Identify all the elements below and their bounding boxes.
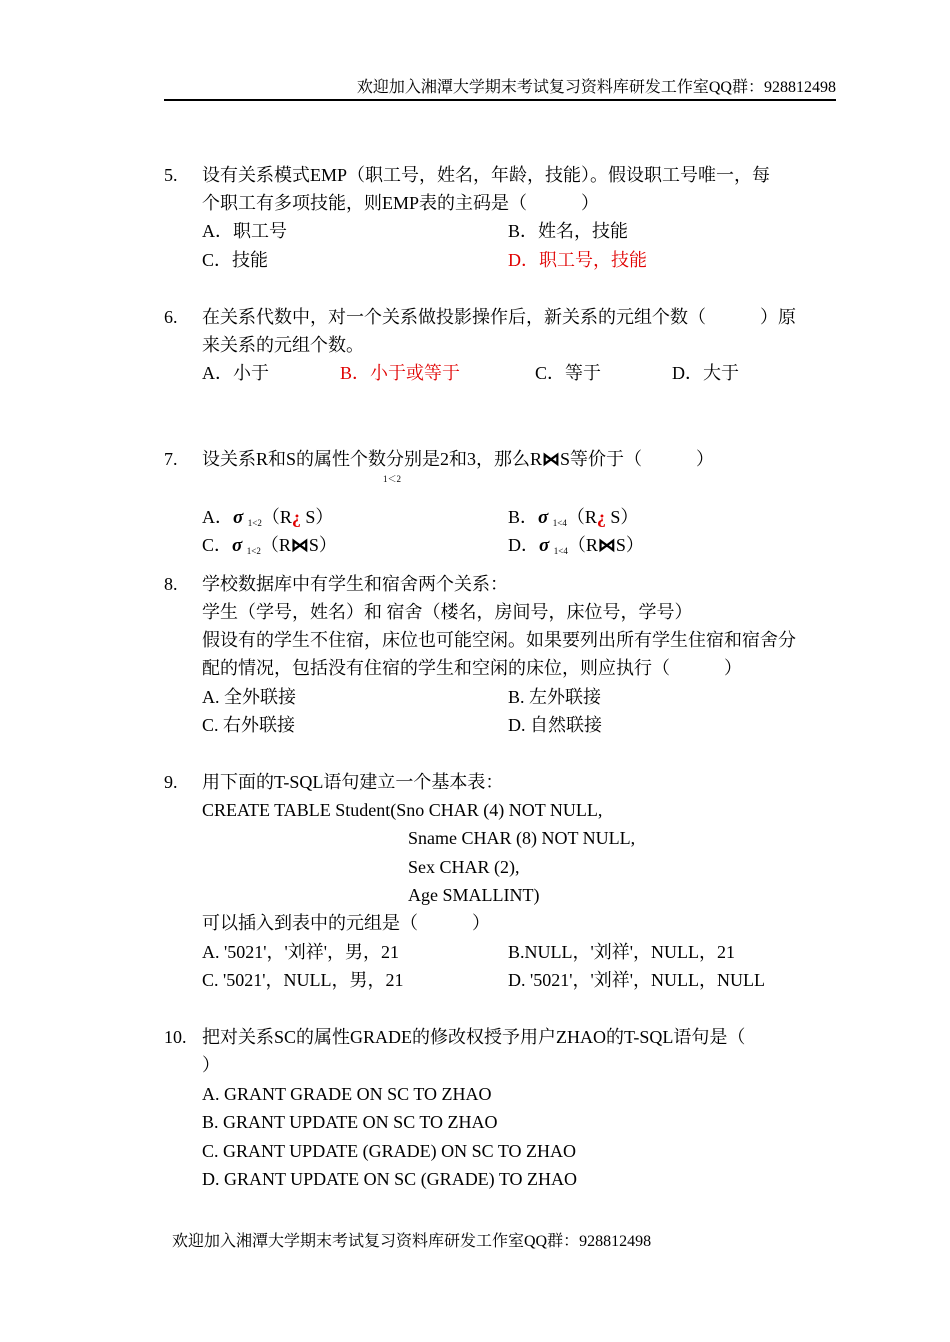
question-stem-line: 假设有的学生不住宿，床位也可能空闲。如果要列出所有学生住宿和宿舍分	[202, 630, 796, 650]
option-c: C. '5021'，NULL，男，21	[202, 970, 404, 990]
relation-text: （R	[261, 507, 292, 527]
relation-text: （R	[566, 507, 597, 527]
option-b-answer: B．小于或等于	[340, 363, 461, 383]
option-d: D．大于	[672, 363, 739, 383]
question-number: 9.	[164, 772, 178, 792]
question-stem-line: 来关系的元组个数。	[202, 335, 364, 355]
garbled-symbol: ¿	[596, 507, 606, 527]
question-number: 5.	[164, 165, 178, 185]
garbled-symbol: ¿	[291, 507, 301, 527]
relation-text: S）	[615, 535, 644, 555]
sql-code-line: Sex CHAR (2),	[408, 857, 520, 877]
option-a: A. 全外联接	[202, 687, 296, 707]
header-rule	[164, 99, 836, 101]
relation-text: S）	[605, 507, 639, 527]
sigma-symbol: σ	[538, 507, 549, 528]
selection-condition: 1<4	[552, 518, 567, 528]
option-a	[202, 505, 333, 535]
option-b: B. 左外联接	[508, 687, 602, 707]
question-stem-line: 设有关系模式EMP（职工号，姓名，年龄，技能）。假设职工号唯一，每	[202, 165, 771, 185]
option-a: A. GRANT GRADE ON SC TO ZHAO	[202, 1084, 492, 1104]
option-b: B. GRANT UPDATE ON SC TO ZHAO	[202, 1112, 498, 1132]
option-d: D. GRANT UPDATE ON SC (GRADE) TO ZHAO	[202, 1169, 578, 1189]
natural-join-symbol: ⋈	[290, 535, 309, 555]
option-c: C. 右外联接	[202, 715, 296, 735]
sql-code-line: Age SMALLINT)	[408, 885, 540, 905]
stem-text: S等价于（ ）	[560, 449, 715, 469]
option-label: C．	[202, 535, 233, 555]
option-a: A. '5021'，'刘祥'，男，21	[202, 942, 399, 962]
relation-text: S）	[308, 535, 337, 555]
option-label: A．	[202, 507, 233, 527]
sigma-symbol: σ	[539, 535, 550, 556]
selection-condition: 1<4	[553, 546, 568, 556]
option-b: B．姓名，技能	[508, 221, 629, 241]
natural-join-symbol: ⋈	[597, 535, 616, 555]
question-stem-line: 用下面的T-SQL语句建立一个基本表：	[202, 772, 504, 792]
option-d-answer: D．职工号，技能	[508, 250, 647, 270]
option-c	[202, 533, 337, 563]
question-stem-line: 在关系代数中，对一个关系做投影操作后，新关系的元组个数（ ）原	[202, 307, 796, 327]
question-number: 7.	[164, 449, 178, 469]
option-b	[508, 505, 638, 535]
question-number: 6.	[164, 307, 178, 327]
option-b: B.NULL，'刘祥'，NULL，21	[508, 942, 735, 962]
relation-text: （R	[260, 535, 291, 555]
option-label: B．	[508, 507, 539, 527]
question-stem-line: 学生（学号，姓名）和 宿舍（楼名，房间号，床位号，学号）	[202, 602, 693, 622]
question-stem-line: 学校数据库中有学生和宿舍两个关系：	[202, 574, 508, 594]
question-stem-line: ）	[202, 1055, 220, 1075]
selection-condition: 1<2	[247, 518, 262, 528]
option-label: D．	[508, 535, 539, 555]
stem-text: 设关系R和S的属性个数分别是2和3，那么R	[202, 449, 543, 469]
sigma-symbol: σ	[232, 535, 243, 556]
selection-condition: 1<2	[246, 546, 261, 556]
natural-join-symbol: ⋈	[542, 449, 561, 469]
option-c: C．技能	[202, 250, 269, 270]
question-stem-line: 可以插入到表中的元组是（ ）	[202, 913, 490, 933]
option-a: A．小于	[202, 363, 269, 383]
sql-code-line: CREATE TABLE Student(Sno CHAR (4) NOT NULL,	[202, 800, 603, 820]
option-d: D. '5021'，'刘祥'，NULL，NULL	[508, 970, 765, 990]
page-footer: 欢迎加入湘潭大学期末考试复习资料库研发工作室QQ群：928812498	[172, 1233, 652, 1250]
question-stem-line: 把对关系SC的属性GRADE的修改权授予用户ZHAO的T-SQL语句是（	[202, 1027, 746, 1047]
question-number: 10.	[164, 1027, 187, 1047]
question-stem-line: 个职工有多项技能，则EMP表的主码是（ ）	[202, 193, 600, 213]
option-c: C．等于	[535, 363, 602, 383]
relation-text: （R	[567, 535, 598, 555]
question-stem-line	[202, 447, 714, 471]
relation-text: S）	[300, 507, 334, 527]
join-condition: 1＜2	[383, 474, 402, 484]
question-stem-line: 配的情况，包括没有住宿的学生和空闲的床位，则应执行（ ）	[202, 658, 742, 678]
sigma-symbol: σ	[233, 507, 244, 528]
page-header: 欢迎加入湘潭大学期末考试复习资料库研发工作室QQ群：928812498	[356, 79, 836, 96]
option-a: A．职工号	[202, 221, 287, 241]
sql-code-line: Sname CHAR (8) NOT NULL,	[408, 828, 636, 848]
question-number: 8.	[164, 574, 178, 594]
option-c: C. GRANT UPDATE (GRADE) ON SC TO ZHAO	[202, 1141, 577, 1161]
option-d	[508, 533, 644, 563]
option-d: D. 自然联接	[508, 715, 602, 735]
